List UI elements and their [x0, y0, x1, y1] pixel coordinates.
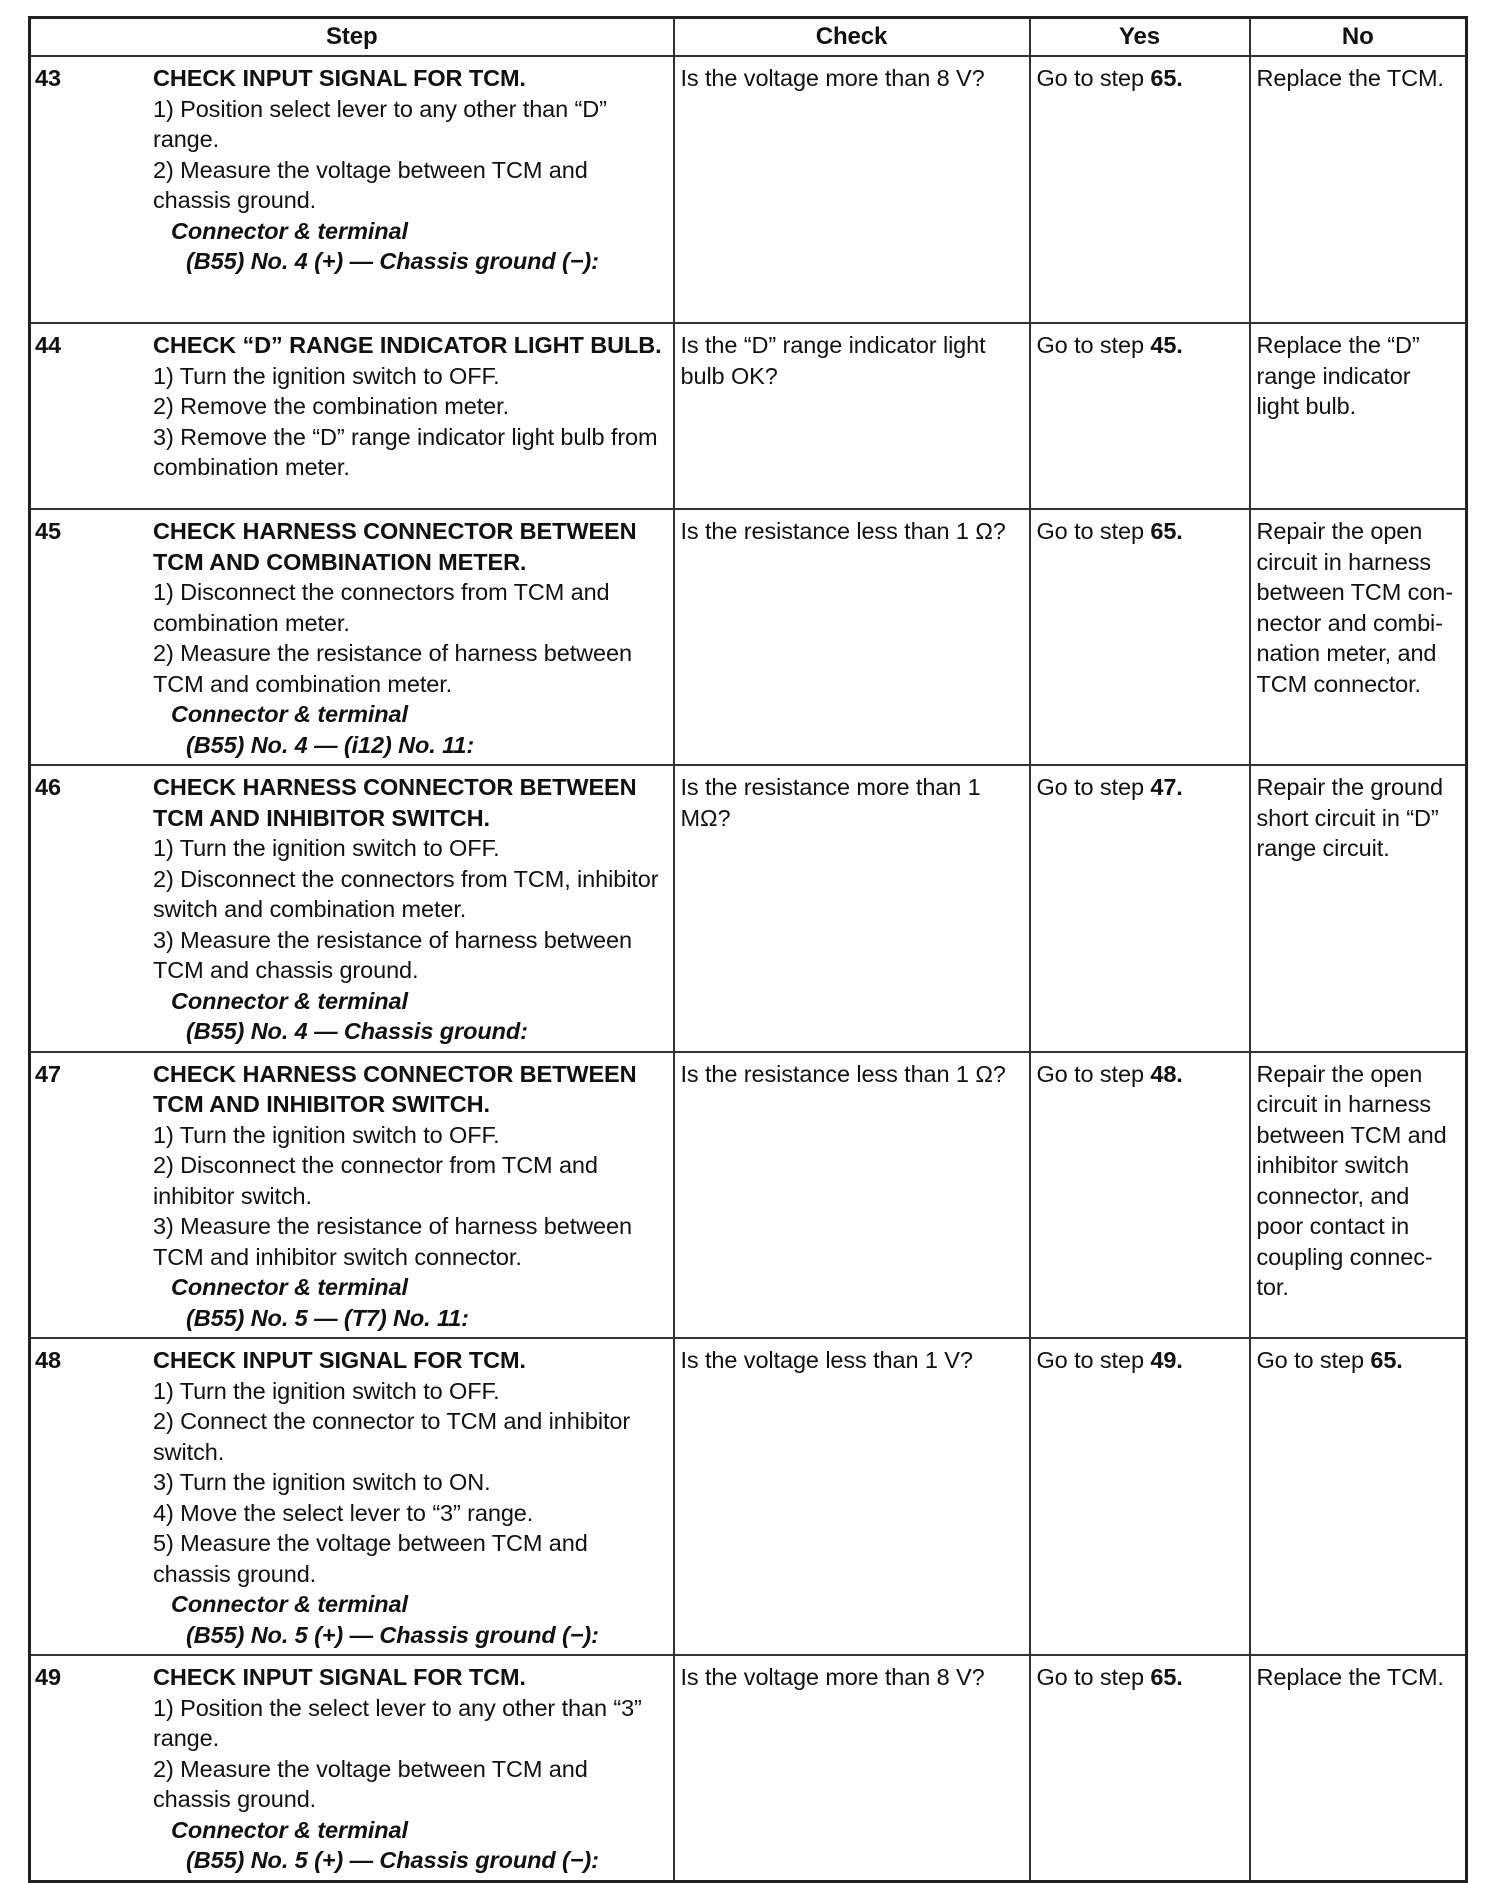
step-instructions: [153, 1693, 669, 1815]
step-instruction-line: 2) Remove the combination meter.: [153, 393, 510, 419]
yes-cell: [1030, 323, 1250, 509]
no-action-text: Repair the ground short circuit in “D” range circuit.: [1256, 774, 1443, 861]
connector-label: Connector & terminal: [171, 987, 408, 1014]
check-cell: [674, 765, 1030, 1052]
step-instruction-line: 1) Turn the ignition switch to OFF.: [153, 1121, 500, 1148]
yes-step-number: 65.: [1150, 65, 1183, 91]
step-instruction-line: 2) Disconnect the connector from TCM and inhibitor switch.: [153, 1152, 598, 1209]
step-instruction-line: 3) Turn the ignition switch to ON.: [153, 1469, 491, 1495]
yes-cell: [1030, 56, 1250, 323]
connector-terminal-value: (B55) No. 5 (+) — Chassis ground (−):: [186, 1847, 599, 1873]
table-row: [30, 323, 1467, 509]
step-title: CHECK HARNESS CONNECTOR BETWEEN TCM AND COMBINATION METER.: [153, 518, 637, 575]
check-cell: [674, 1052, 1030, 1339]
step-instructions: [153, 94, 669, 216]
step-instruction-line: 3) Measure the resistance of harness between TCM and inhibitor switch connector.: [153, 1213, 632, 1270]
step-cell: [30, 1655, 674, 1881]
table-row: [30, 1655, 1467, 1881]
table-row: [30, 765, 1467, 1052]
header-row: [30, 18, 1467, 57]
step-title: CHECK INPUT SIGNAL FOR TCM.: [153, 1347, 526, 1373]
connector-terminal-value: (B55) No. 4 — (i12) No. 11:: [186, 731, 475, 758]
header-yes: Yes: [1030, 18, 1250, 57]
no-cell: [1250, 1655, 1467, 1881]
header-check: Check: [674, 18, 1030, 57]
no-cell: [1250, 765, 1467, 1052]
yes-action-prefix: Go to step: [1036, 65, 1151, 91]
check-question: Is the resistance more than 1 MΩ?: [680, 774, 981, 831]
table-row: [30, 1338, 1467, 1655]
header-step: Step: [30, 18, 674, 57]
step-cell: [30, 509, 674, 765]
check-question: Is the voltage more than 8 V?: [680, 1664, 985, 1690]
step-body: [153, 1059, 669, 1334]
yes-action-prefix: Go to step: [1036, 518, 1151, 544]
step-cell: [30, 323, 674, 509]
step-instruction-line: 5) Measure the voltage between TCM and chassis ground.: [153, 1530, 588, 1587]
table-row: [30, 56, 1467, 323]
check-cell: [674, 323, 1030, 509]
check-cell: [674, 1338, 1030, 1655]
no-action-text: Replace the TCM.: [1256, 65, 1444, 91]
connector-label: Connector & terminal: [171, 1274, 408, 1300]
step-instruction-line: 2) Disconnect the connectors from TCM, inhibitor switch and combination meter.: [153, 865, 659, 922]
no-cell: [1250, 56, 1467, 323]
connector-terminal-value: (B55) No. 5 (+) — Chassis ground (−):: [186, 1621, 599, 1648]
connector-terminal-value: (B55) No. 4 (+) — Chassis ground (−):: [186, 248, 599, 274]
check-question: Is the voltage less than 1 V?: [680, 1347, 973, 1373]
step-body: [153, 330, 669, 483]
step-instructions: [153, 577, 669, 699]
yes-action-prefix: Go to step: [1036, 1664, 1151, 1690]
yes-cell: [1030, 509, 1250, 765]
step-number: 48: [35, 1347, 61, 1373]
step-instruction-line: 1) Position select lever to any other than “D” range.: [153, 95, 607, 152]
step-number: 46: [35, 774, 61, 800]
step-instructions: [153, 361, 669, 483]
yes-step-number: 65.: [1150, 1664, 1183, 1690]
connector-label: Connector & terminal: [171, 217, 408, 244]
step-instruction-line: 1) Turn the ignition switch to OFF.: [153, 362, 500, 389]
no-cell: [1250, 1338, 1467, 1655]
yes-step-number: 65.: [1150, 518, 1183, 544]
yes-cell: [1030, 1338, 1250, 1655]
yes-action-prefix: Go to step: [1036, 1060, 1151, 1087]
step-number: 47: [35, 1060, 61, 1087]
yes-action-prefix: Go to step: [1036, 774, 1151, 800]
no-action-text: Repair the open circuit in harness between TCM and inhibitor switch connector, and poor contact in coupling connec-tor.: [1256, 1060, 1447, 1300]
step-cell: [30, 1052, 674, 1339]
step-instructions: [153, 1120, 669, 1273]
check-cell: [674, 1655, 1030, 1881]
connector-terminal-value: (B55) No. 5 — (T7) No. 11:: [186, 1304, 469, 1331]
step-instruction-line: 3) Measure the resistance of harness between TCM and chassis ground.: [153, 926, 632, 983]
yes-step-number: 48.: [1150, 1060, 1183, 1087]
yes-action-prefix: Go to step: [1036, 1347, 1151, 1373]
connector-label: Connector & terminal: [171, 1591, 408, 1617]
step-title: CHECK HARNESS CONNECTOR BETWEEN TCM AND INHIBITOR SWITCH.: [153, 774, 637, 831]
yes-cell: [1030, 1655, 1250, 1881]
step-title: CHECK INPUT SIGNAL FOR TCM.: [153, 1664, 526, 1690]
table-row: [30, 1052, 1467, 1339]
step-instructions: [153, 833, 669, 986]
step-instruction-line: 1) Turn the ignition switch to OFF.: [153, 1377, 500, 1404]
step-body: [153, 516, 669, 760]
no-action-text: Go to step: [1256, 1347, 1371, 1373]
step-instruction-line: 1) Disconnect the connectors from TCM and combination meter.: [153, 579, 610, 636]
step-cell: [30, 1338, 674, 1655]
step-number: 43: [35, 65, 61, 91]
connector-terminal-value: (B55) No. 4 — Chassis ground:: [186, 1018, 528, 1044]
step-cell: [30, 765, 674, 1052]
step-instruction-line: 2) Measure the resistance of harness between TCM and combination meter.: [153, 640, 632, 697]
step-number: 49: [35, 1664, 61, 1690]
step-instruction-line: 4) Move the select lever to “3” range.: [153, 1499, 534, 1526]
yes-step-number: 47.: [1150, 774, 1183, 800]
check-question: Is the resistance less than 1 Ω?: [680, 1060, 1006, 1087]
yes-step-number: 45.: [1150, 332, 1183, 358]
check-question: Is the resistance less than 1 Ω?: [680, 518, 1006, 544]
connector-label: Connector & terminal: [171, 701, 408, 727]
step-cell: [30, 56, 674, 323]
header-no: No: [1250, 18, 1467, 57]
step-title: CHECK “D” RANGE INDICATOR LIGHT BULB.: [153, 332, 662, 358]
step-instruction-line: 3) Remove the “D” range indicator light bulb from combination meter.: [153, 423, 658, 480]
step-body: [153, 63, 669, 277]
step-number: 44: [35, 332, 61, 358]
no-cell: [1250, 323, 1467, 509]
check-cell: [674, 56, 1030, 323]
step-title: CHECK HARNESS CONNECTOR BETWEEN TCM AND INHIBITOR SWITCH.: [153, 1060, 637, 1117]
step-body: [153, 1662, 669, 1876]
no-action-text: Replace the TCM.: [1256, 1664, 1444, 1690]
yes-step-number: 49.: [1150, 1347, 1183, 1373]
yes-cell: [1030, 765, 1250, 1052]
step-number: 45: [35, 518, 61, 544]
no-step-number: 65.: [1370, 1347, 1403, 1373]
step-body: [153, 1345, 669, 1650]
no-cell: [1250, 1052, 1467, 1339]
step-instruction-line: 2) Measure the voltage between TCM and chassis ground.: [153, 1755, 588, 1812]
check-question: Is the voltage more than 8 V?: [680, 65, 985, 91]
step-instruction-line: 1) Position the select lever to any other than “3” range.: [153, 1694, 642, 1751]
no-cell: [1250, 509, 1467, 765]
step-instruction-line: 2) Connect the connector to TCM and inhibitor switch.: [153, 1408, 631, 1465]
connector-label: Connector & terminal: [171, 1816, 408, 1843]
yes-cell: [1030, 1052, 1250, 1339]
step-instruction-line: 1) Turn the ignition switch to OFF.: [153, 835, 500, 861]
step-title: CHECK INPUT SIGNAL FOR TCM.: [153, 65, 526, 91]
no-action-text: Repair the open circuit in harness between TCM con-nector and combi-nation meter, and TCM connector.: [1256, 518, 1453, 697]
diagnostic-procedure-table: [28, 16, 1468, 1883]
yes-action-prefix: Go to step: [1036, 332, 1151, 358]
table-row: [30, 509, 1467, 765]
check-cell: [674, 509, 1030, 765]
step-instruction-line: 2) Measure the voltage between TCM and chassis ground.: [153, 156, 588, 213]
no-action-text: Replace the “D” range indicator light bulb.: [1256, 332, 1420, 419]
step-instructions: [153, 1376, 669, 1590]
check-question: Is the “D” range indicator light bulb OK?: [680, 332, 986, 389]
step-body: [153, 772, 669, 1047]
